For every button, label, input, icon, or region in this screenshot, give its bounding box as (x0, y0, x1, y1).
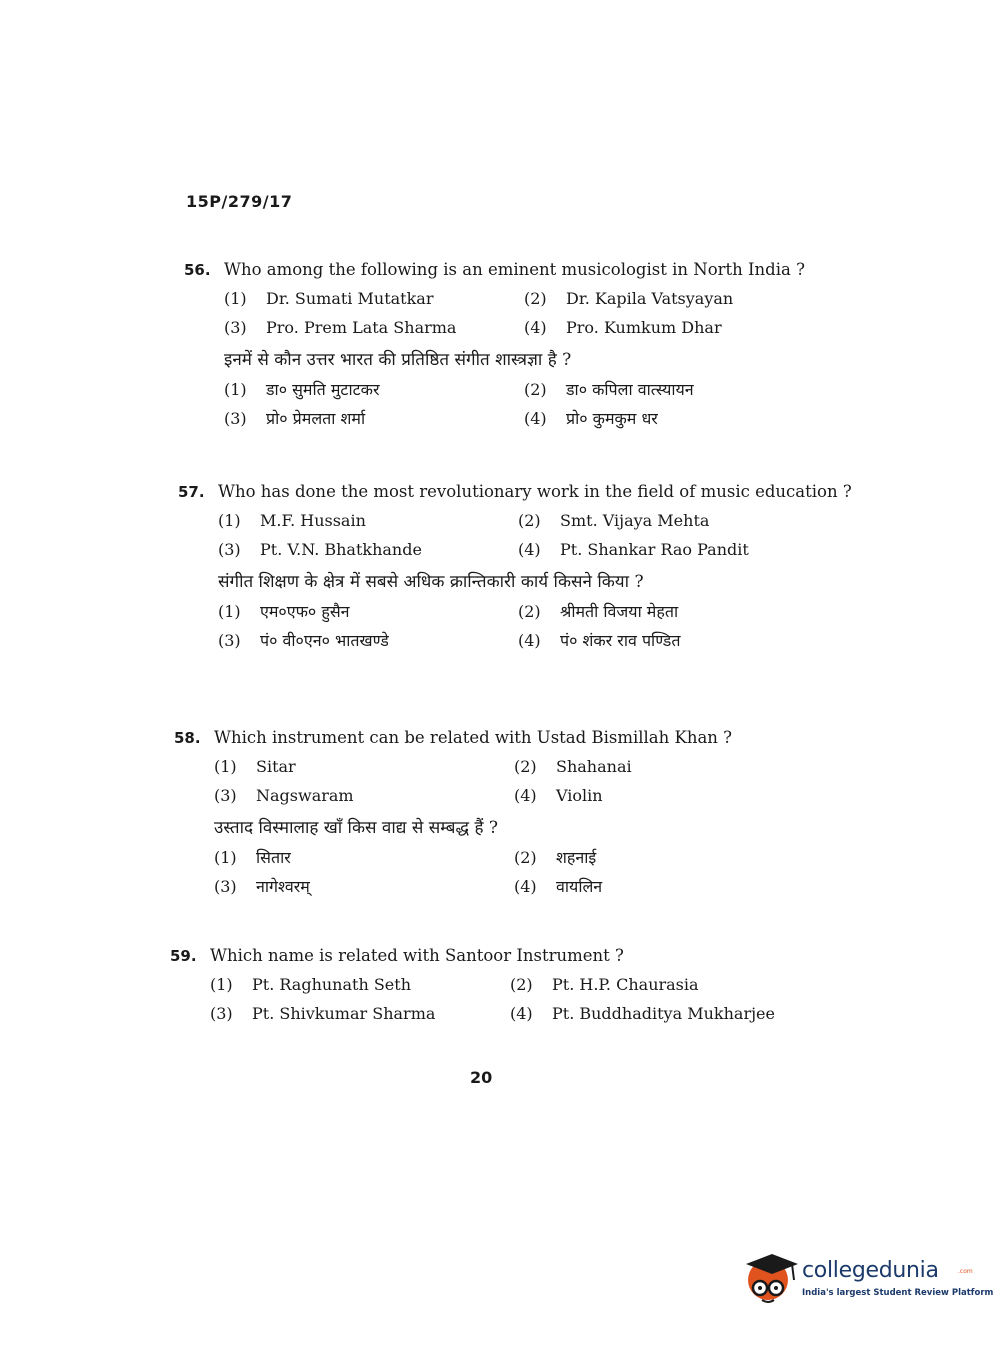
option: (4) वायलिन (514, 877, 603, 896)
options-hi (218, 601, 858, 652)
options-hi (224, 379, 864, 430)
question-text-hi: इनमें से कौन उत्तर भारत की प्रतिष्ठित संगीत शास्त्रज्ञा है ? (224, 350, 572, 370)
page-number: 20 (470, 1068, 493, 1087)
option: (1) Sitar (214, 757, 296, 776)
question-text-en: Which instrument can be related with Ustad Bismillah Khan ? (214, 728, 733, 747)
option: (2) Dr. Kapila Vatsyayan (524, 289, 734, 308)
option: (4) Pt. Buddhaditya Mukharjee (510, 1004, 775, 1023)
question-57 (178, 480, 858, 652)
options-en (210, 974, 850, 1025)
option: (3) Pt. Shivkumar Sharma (210, 1004, 436, 1023)
question-text-hi: उस्ताद विस्मालाह खाँ किस वाद्य से सम्बद्ध हैं ? (214, 818, 499, 838)
question-59 (170, 944, 850, 1025)
option: (2) Smt. Vijaya Mehta (518, 511, 710, 530)
option: (1) M.F. Hussain (218, 511, 366, 530)
collegedunia-logo (742, 1246, 994, 1314)
question-text-en: Who among the following is an eminent musicologist in North India ? (224, 260, 805, 279)
option: (3) Pro. Prem Lata Sharma (224, 318, 457, 337)
option: (3) नागेश्वरम् (214, 877, 310, 896)
logo-domain: .com (958, 1268, 973, 1275)
option: (1) डा० सुमति मुटाटकर (224, 380, 380, 399)
option: (1) सितार (214, 848, 291, 867)
option: (2) Shahanai (514, 757, 632, 776)
question-56 (184, 258, 864, 430)
option: (2) श्रीमती विजया मेहता (518, 602, 679, 621)
option: (3) Nagswaram (214, 786, 354, 805)
option: (2) Pt. H.P. Chaurasia (510, 975, 699, 994)
option: (4) Pro. Kumkum Dhar (524, 318, 722, 337)
option: (3) पं० वी०एन० भातखण्डे (218, 631, 389, 650)
mascot-icon (742, 1250, 800, 1314)
option: (1) Pt. Raghunath Seth (210, 975, 411, 994)
question-number: 58. (174, 729, 201, 747)
question-58 (174, 726, 854, 898)
option: (3) Pt. V.N. Bhatkhande (218, 540, 422, 559)
option: (2) डा० कपिला वात्स्यायन (524, 380, 694, 399)
question-text-en: Which name is related with Santoor Instrument ? (210, 946, 624, 965)
question-text-hi: संगीत शिक्षण के क्षेत्र में सबसे अधिक क्रान्तिकारी कार्य किसने किया ? (218, 572, 644, 592)
option: (2) शहनाई (514, 848, 597, 867)
options-en (224, 288, 864, 339)
question-text-en: Who has done the most revolutionary work in the field of music education ? (218, 482, 852, 501)
option: (4) Violin (514, 786, 603, 805)
question-number: 56. (184, 261, 211, 279)
option: (1) एम०एफ० हुसैन (218, 602, 350, 621)
options-hi (214, 847, 854, 898)
paper-code: 15P/279/17 (186, 192, 293, 211)
option: (4) प्रो० कुमकुम धर (524, 409, 658, 428)
option: (4) Pt. Shankar Rao Pandit (518, 540, 749, 559)
logo-name: collegedunia (802, 1258, 939, 1283)
option: (3) प्रो० प्रेमलता शर्मा (224, 409, 366, 428)
options-en (214, 756, 854, 807)
options-en (218, 510, 858, 561)
option: (1) Dr. Sumati Mutatkar (224, 289, 434, 308)
logo-tagline: India's largest Student Review Platform (802, 1288, 994, 1298)
option: (4) पं० शंकर राव पण्डित (518, 631, 681, 650)
question-number: 57. (178, 483, 205, 501)
question-number: 59. (170, 947, 197, 965)
